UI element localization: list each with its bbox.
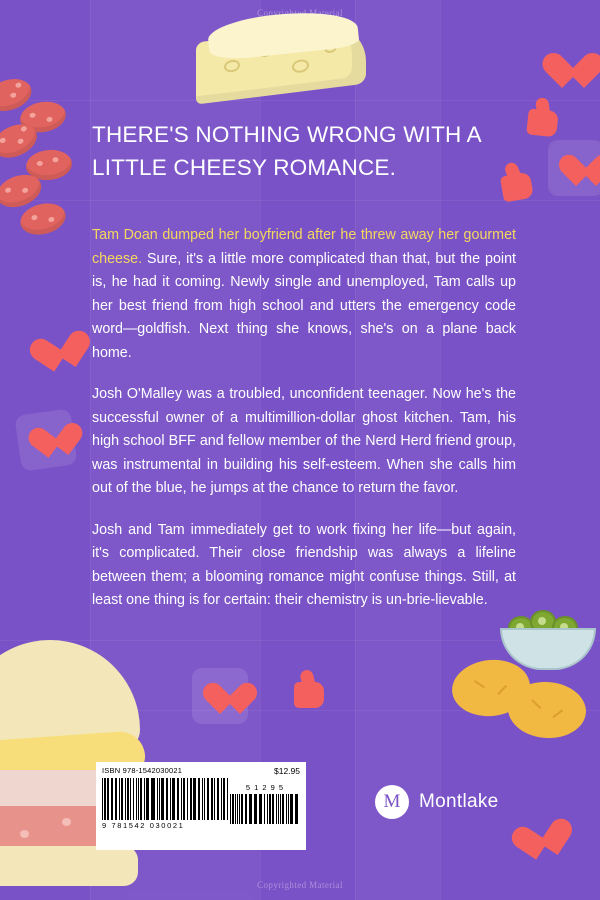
thumbs-up-reaction-icon (520, 94, 568, 142)
price-text: $12.95 (274, 766, 300, 776)
ean-number: 9 781542 030021 (102, 821, 185, 830)
barcode-block (96, 762, 306, 850)
watermark-top: Copyrighted Material (257, 8, 343, 18)
heart-reaction-icon (24, 326, 76, 378)
blurb-paragraph-3: Josh and Tam immediately get to work fixing her life—but again, it's complicated. Their close friendship was always a lifeline between them; a blooming romance might confuse things. Still, at least one thing is for certain: their chemistry is un-brie-lievable. (92, 521, 516, 608)
ean-barcode (102, 776, 230, 830)
blurb-paragraph-1 (92, 224, 516, 365)
price-addon-barcode (230, 783, 300, 824)
blurb-paragraph-2: Josh O'Malley was a troubled, unconfident teenager. Now he's the successful owner of a multimillion-dollar ghost kitchen. Tam, his high school BFF and fellow member of the Nerd Herd friend group, was instrumental in building his self-esteem. When she calls him out of the blue, he jumps at the chance to return the favor. (92, 386, 516, 496)
heart-sticker-icon (14, 408, 77, 471)
blurb-paragraph-1-rest: Sure, it's a little more complicated than that, but the point is, he had it coming. Newly single and unemployed, Tam calls up her best friend from high school and utters the emergency code word—goldfish. Next thing she knows, she's on a plane back home. (92, 250, 516, 361)
heart-reaction-icon (540, 46, 584, 90)
back-cover-copy (92, 118, 516, 631)
montlake-mark-icon: M (375, 785, 409, 819)
watermark-bottom: Copyrighted Material (257, 880, 343, 890)
tagline-headline: THERE'S NOTHING WRONG WITH A LITTLE CHEESY ROMANCE. (92, 122, 481, 180)
heart-sticker-icon (192, 668, 248, 724)
heart-sticker-icon (548, 140, 600, 196)
heart-reaction-icon (506, 814, 558, 866)
cheese-wedge-icon (196, 14, 374, 106)
publisher-name: Montlake (419, 791, 499, 812)
publisher-logo (375, 785, 499, 819)
five-digit-code: 5 1 2 9 5 (245, 782, 285, 792)
blurb-hook: Tam Doan dumped her boyfriend after he threw away her gourmet cheese. (92, 227, 516, 267)
thumbs-up-reaction-icon (288, 668, 332, 712)
isbn-text: ISBN 978-1542030021 (102, 766, 183, 775)
barcode-header (102, 766, 300, 776)
salami-cluster-icon (0, 80, 106, 250)
